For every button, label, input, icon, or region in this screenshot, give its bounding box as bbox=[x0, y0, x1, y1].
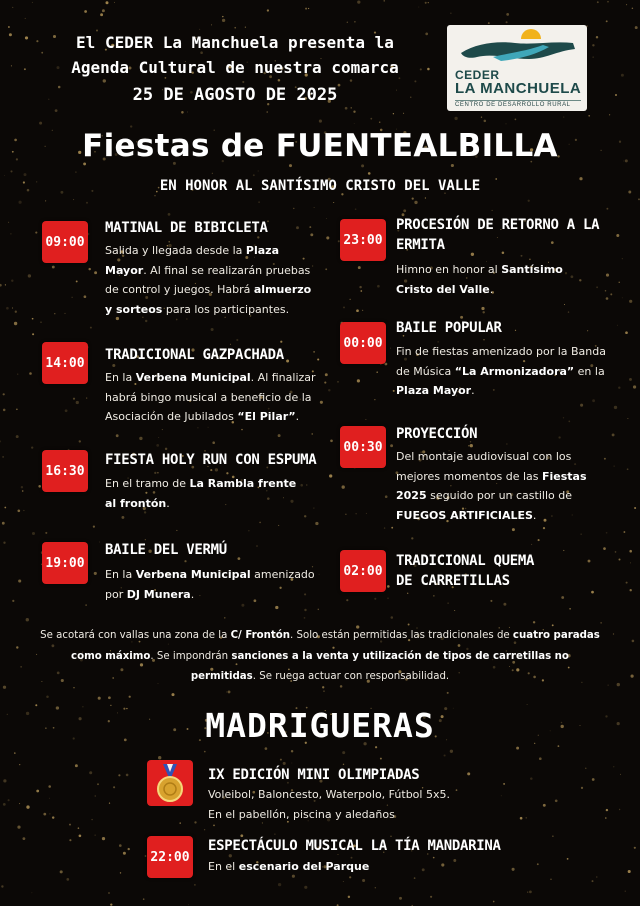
event-title: PROYECCIÓN bbox=[396, 426, 478, 442]
logo-line-2: LA MANCHUELA bbox=[455, 80, 582, 97]
highlighted-text: “La Armonizadora” bbox=[454, 364, 575, 378]
highlighted-text: La Rambla frente al frontón bbox=[105, 477, 297, 510]
logo-line-3: CENTRO DE DESARROLLO RURAL bbox=[455, 100, 581, 108]
medal-icon bbox=[147, 760, 193, 806]
regulations-note: Se acotará con vallas una zona de la C/ Frontón. Solo están permitidas las tradicionales de cuatro paradas como máximo. Se impondrán sanciones a la venta y utilización de tipos de carretillas no permitidas. Se ruega actuar con responsabilidad. bbox=[40, 630, 600, 682]
event-description: Himno en honor al Santísimo Cristo del Valle. bbox=[396, 263, 563, 296]
medal-badge bbox=[147, 760, 193, 806]
event-title: TRADICIONAL QUEMA DE CARRETILLAS bbox=[396, 553, 535, 589]
event-title: TRADICIONAL GAZPACHADA bbox=[105, 347, 284, 363]
time-badge: 00:00 bbox=[340, 322, 386, 364]
intro-line-2: Agenda Cultural de nuestra comarca bbox=[71, 58, 399, 77]
event-description: En la Verbena Municipal. Al finalizar habrá bingo musical a beneficio de la Asociación de Jubilados “El Pilar”. bbox=[105, 371, 316, 423]
event-description-line: Voleibol, Baloncesto, Waterpolo, Fútbol 5x5. bbox=[208, 788, 450, 801]
event-date: 25 DE AGOSTO DE 2025 bbox=[132, 85, 338, 105]
highlighted-text: Plaza Mayor bbox=[396, 384, 472, 397]
intro-text bbox=[30, 30, 440, 108]
time-badge: 16:30 bbox=[42, 450, 88, 492]
highlighted-text: Plaza Mayor bbox=[105, 244, 279, 277]
event-description: Salida y llegada desde la Plaza Mayor. Al final se realizarán pruebas de control y juegos. Habrá almuerzo y sorteos para los participantes. bbox=[105, 244, 312, 316]
event-title: PROCESIÓN DE RETORNO A LA ERMITA bbox=[396, 217, 600, 253]
fiestas-subtitle: EN HONOR AL SANTÍSIMO CRISTO DEL VALLE bbox=[159, 178, 481, 194]
highlighted-text: Fiestas 2025 bbox=[396, 469, 587, 502]
highlighted-text: almuerzo y sorteos bbox=[105, 283, 312, 316]
event-title: IX EDICIÓN MINI OLIMPIADAS bbox=[208, 767, 420, 783]
intro-line-1: El CEDER La Manchuela presenta la bbox=[76, 33, 394, 52]
event-description: En el tramo de La Rambla frente al frontón. bbox=[105, 477, 297, 510]
highlighted-text: Verbena Municipal bbox=[135, 371, 251, 384]
event-title: FIESTA HOLY RUN CON ESPUMA bbox=[105, 452, 317, 468]
time-badge: 02:00 bbox=[340, 550, 386, 592]
highlighted-text: Verbena Municipal bbox=[135, 568, 251, 581]
time-badge: 19:00 bbox=[42, 542, 88, 584]
highlighted-text: sanciones a la venta y utilización de tipos de carretillas no permitidas bbox=[190, 650, 569, 682]
time-badge: 00:30 bbox=[340, 426, 386, 468]
time-badge: 09:00 bbox=[42, 221, 88, 263]
highlighted-text: C/ Frontón bbox=[230, 630, 291, 641]
event-title: BAILE DEL VERMÚ bbox=[105, 542, 227, 558]
event-title: ESPECTÁCULO MUSICAL LA TÍA MANDARINA bbox=[208, 838, 501, 854]
highlighted-text: DJ Munera bbox=[126, 587, 191, 601]
event-description: Del montaje audiovisual con los mejores momentos de las Fiestas 2025 seguido por un castillo de FUEGOS ARTIFICIALES. bbox=[396, 450, 587, 522]
highlighted-text: FUEGOS ARTIFICIALES bbox=[396, 508, 533, 522]
ceder-logo bbox=[447, 25, 587, 111]
time-badge: 23:00 bbox=[340, 219, 386, 261]
event-description: En el escenario del Parque bbox=[208, 860, 370, 873]
event-description-line: En el pabellón, piscina y aledaños bbox=[208, 808, 395, 821]
event-title: BAILE POPULAR bbox=[396, 320, 502, 336]
event-description: Fin de fiestas amenizado por la Banda de Música “La Armonizadora” en la Plaza Mayor. bbox=[396, 345, 606, 397]
time-badge: 14:00 bbox=[42, 342, 88, 384]
highlighted-text: “El Pilar” bbox=[237, 410, 296, 423]
event-description: En la Verbena Municipal amenizado por DJ Munera. bbox=[105, 568, 315, 601]
event-title: MATINAL DE BIBICLETA bbox=[105, 220, 268, 236]
highlighted-text: cuatro paradas como máximo bbox=[71, 630, 600, 662]
logo-line-1: CEDER bbox=[455, 68, 500, 82]
time-badge: 22:00 bbox=[147, 836, 193, 878]
highlighted-text: Santísimo Cristo del Valle bbox=[396, 263, 563, 296]
logo-emblem-icon bbox=[453, 29, 581, 69]
fiestas-title: Fiestas de FUENTEALBILLA bbox=[82, 128, 558, 164]
highlighted-text: escenario del Parque bbox=[238, 860, 370, 873]
madrigueras-title: MADRIGUERAS bbox=[205, 706, 435, 745]
